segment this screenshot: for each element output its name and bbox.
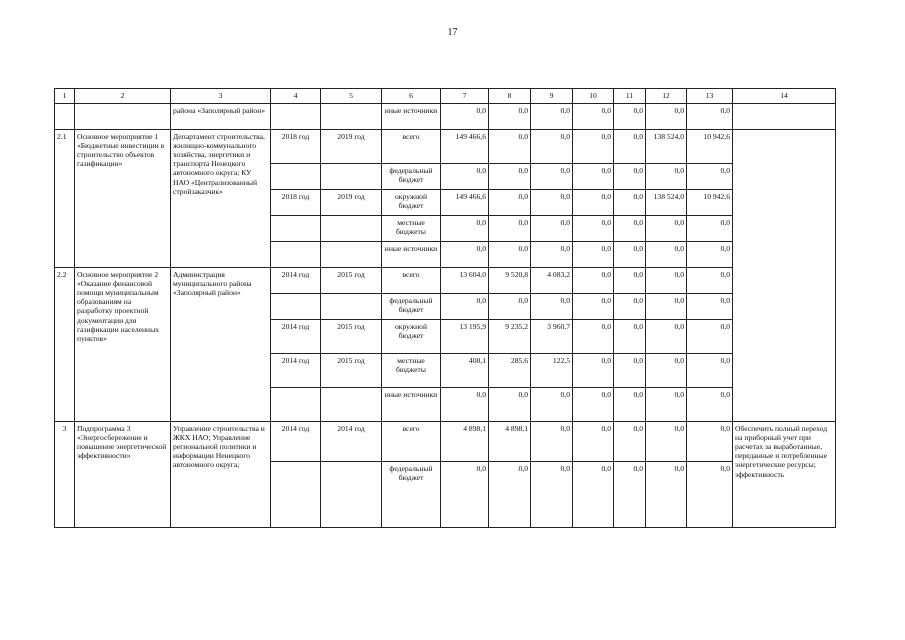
value-cell: 0,0	[646, 164, 687, 190]
value-cell: 0,0	[489, 388, 531, 422]
value-cell: 0,0	[646, 462, 687, 528]
value-cell: 0,0	[646, 422, 687, 462]
value-cell: 0,0	[441, 242, 489, 268]
start-year-cell: 2018 год	[271, 190, 321, 216]
value-cell: 0,0	[489, 190, 531, 216]
start-year-cell	[271, 294, 321, 320]
start-year-cell	[271, 104, 321, 130]
value-cell: 149 466,6	[441, 190, 489, 216]
value-cell: 0,0	[441, 216, 489, 242]
value-cell: 0,0	[441, 104, 489, 130]
start-year-cell: 2014 год	[271, 354, 321, 388]
value-cell: 0,0	[687, 104, 733, 130]
end-year-cell	[321, 104, 382, 130]
value-cell: 0,0	[614, 354, 646, 388]
value-cell: 0,0	[489, 294, 531, 320]
value-cell: 9 235,2	[489, 320, 531, 354]
value-cell: 0,0	[614, 242, 646, 268]
value-cell: 0,0	[573, 104, 614, 130]
source-cell: федеральный бюджет	[382, 164, 441, 190]
value-cell: 0,0	[646, 354, 687, 388]
value-cell: 0,0	[646, 104, 687, 130]
end-year-cell	[321, 294, 382, 320]
value-cell: 0,0	[687, 216, 733, 242]
start-year-cell: 2014 год	[271, 422, 321, 462]
end-year-cell: 2019 год	[321, 130, 382, 164]
value-cell: 0,0	[489, 462, 531, 528]
value-cell: 0,0	[531, 462, 573, 528]
value-cell: 0,0	[573, 190, 614, 216]
program-financing-table	[54, 88, 836, 528]
row-number-cell: 2.2	[55, 268, 75, 422]
value-cell: 0,0	[489, 242, 531, 268]
value-cell: 0,0	[614, 104, 646, 130]
source-cell: федеральный бюджет	[382, 294, 441, 320]
header-cell: 7	[441, 89, 489, 104]
value-cell: 0,0	[441, 164, 489, 190]
value-cell: 0,0	[531, 242, 573, 268]
executor-cell: Администрация муниципального района «Заполярный район»	[171, 268, 271, 422]
end-year-cell	[321, 164, 382, 190]
value-cell: 0,0	[531, 190, 573, 216]
source-cell: иные источники	[382, 242, 441, 268]
start-year-cell	[271, 216, 321, 242]
header-row	[55, 89, 836, 104]
value-cell: 0,0	[614, 422, 646, 462]
value-cell: 3 960,7	[531, 320, 573, 354]
value-cell: 0,0	[614, 388, 646, 422]
value-cell: 0,0	[489, 104, 531, 130]
value-cell: 0,0	[646, 388, 687, 422]
value-cell: 0,0	[646, 320, 687, 354]
value-cell: 0,0	[573, 354, 614, 388]
table-row	[55, 104, 836, 130]
header-cell: 11	[614, 89, 646, 104]
value-cell: 4 898,1	[489, 422, 531, 462]
start-year-cell: 2018 год	[271, 130, 321, 164]
header-cell: 3	[171, 89, 271, 104]
value-cell: 0,0	[687, 354, 733, 388]
source-cell: местные бюджеты	[382, 216, 441, 242]
value-cell: 0,0	[573, 422, 614, 462]
value-cell: 0,0	[573, 164, 614, 190]
source-cell: окружной бюджет	[382, 320, 441, 354]
executor-cell: Департамент строительства, жилищно-коммунального хозяйства, энергетики и транспорта Ненецкого автономного округа; КУ НАО «Централизованный стройзаказчик»	[171, 130, 271, 268]
result-cell	[733, 130, 836, 422]
value-cell: 0,0	[531, 388, 573, 422]
value-cell: 138 524,0	[646, 190, 687, 216]
value-cell: 0,0	[687, 268, 733, 294]
row-number-cell: 2.1	[55, 130, 75, 268]
header-cell: 1	[55, 89, 75, 104]
value-cell: 0,0	[614, 190, 646, 216]
value-cell: 9 520,8	[489, 268, 531, 294]
source-cell: федеральный бюджет	[382, 462, 441, 528]
value-cell: 0,0	[687, 462, 733, 528]
start-year-cell	[271, 388, 321, 422]
value-cell: 13 195,9	[441, 320, 489, 354]
executor-cell: Управление строительства и ЖКХ НАО; Управление региональной политики и информации Ненецкого автономного округа;	[171, 422, 271, 528]
value-cell: 0,0	[614, 268, 646, 294]
source-cell: иные источники	[382, 104, 441, 130]
value-cell: 0,0	[614, 164, 646, 190]
header-cell: 6	[382, 89, 441, 104]
header-cell: 12	[646, 89, 687, 104]
source-cell: всего	[382, 268, 441, 294]
value-cell: 10 942,6	[687, 190, 733, 216]
value-cell: 0,0	[531, 294, 573, 320]
value-cell: 0,0	[614, 462, 646, 528]
source-cell: всего	[382, 130, 441, 164]
value-cell: 4 898,1	[441, 422, 489, 462]
row-number-cell	[55, 104, 75, 130]
end-year-cell	[321, 388, 382, 422]
end-year-cell	[321, 216, 382, 242]
value-cell: 285,6	[489, 354, 531, 388]
activity-name-cell: Основное мероприятие 1 «Бюджетные инвестиции в строительство объектов газификации»	[75, 130, 171, 268]
executor-cell: района «Заполярный район»	[171, 104, 271, 130]
start-year-cell: 2014 год	[271, 320, 321, 354]
header-cell: 13	[687, 89, 733, 104]
value-cell: 0,0	[646, 242, 687, 268]
result-cell	[733, 104, 836, 130]
value-cell: 0,0	[646, 294, 687, 320]
header-cell: 5	[321, 89, 382, 104]
end-year-cell: 2015 год	[321, 268, 382, 294]
header-cell: 4	[271, 89, 321, 104]
start-year-cell	[271, 164, 321, 190]
value-cell: 138 524,0	[646, 130, 687, 164]
value-cell: 0,0	[646, 268, 687, 294]
start-year-cell: 2014 год	[271, 268, 321, 294]
value-cell: 0,0	[531, 422, 573, 462]
value-cell: 0,0	[614, 130, 646, 164]
value-cell: 0,0	[489, 216, 531, 242]
value-cell: 0,0	[573, 388, 614, 422]
value-cell: 0,0	[614, 320, 646, 354]
value-cell: 0,0	[573, 242, 614, 268]
value-cell: 0,0	[573, 294, 614, 320]
row-number-cell: 3	[55, 422, 75, 528]
value-cell: 0,0	[573, 320, 614, 354]
value-cell: 0,0	[646, 216, 687, 242]
source-cell: местные бюджеты	[382, 354, 441, 388]
value-cell: 408,1	[441, 354, 489, 388]
source-cell: окружной бюджет	[382, 190, 441, 216]
end-year-cell: 2019 год	[321, 190, 382, 216]
value-cell: 0,0	[687, 422, 733, 462]
value-cell: 13 604,0	[441, 268, 489, 294]
value-cell: 10 942,6	[687, 130, 733, 164]
value-cell: 0,0	[489, 164, 531, 190]
table-row	[55, 268, 836, 294]
header-cell: 9	[531, 89, 573, 104]
header-cell: 8	[489, 89, 531, 104]
value-cell: 149 466,6	[441, 130, 489, 164]
value-cell: 0,0	[531, 216, 573, 242]
value-cell: 0,0	[687, 388, 733, 422]
header-cell: 14	[733, 89, 836, 104]
value-cell: 122,5	[531, 354, 573, 388]
header-cell: 10	[573, 89, 614, 104]
value-cell: 0,0	[441, 294, 489, 320]
page-number: 17	[447, 27, 458, 38]
source-cell: всего	[382, 422, 441, 462]
start-year-cell	[271, 242, 321, 268]
value-cell: 0,0	[687, 294, 733, 320]
activity-name-cell	[75, 104, 171, 130]
table-row	[55, 130, 836, 164]
header-cell: 2	[75, 89, 171, 104]
end-year-cell	[321, 242, 382, 268]
value-cell: 0,0	[687, 242, 733, 268]
value-cell: 0,0	[573, 268, 614, 294]
value-cell: 4 083,2	[531, 268, 573, 294]
result-cell: Обеспечить полный переход на приборный учет при расчетах за выработанные, переданные и потребленные энергетические ресурсы; эффективность	[733, 422, 836, 528]
value-cell: 0,0	[489, 130, 531, 164]
end-year-cell	[321, 462, 382, 528]
value-cell: 0,0	[614, 216, 646, 242]
value-cell: 0,0	[573, 130, 614, 164]
start-year-cell	[271, 462, 321, 528]
value-cell: 0,0	[687, 320, 733, 354]
value-cell: 0,0	[573, 216, 614, 242]
activity-name-cell: Подпрограмма 3 «Энергосбережение и повышение энергетической эффективности»	[75, 422, 171, 528]
value-cell: 0,0	[687, 164, 733, 190]
end-year-cell: 2015 год	[321, 354, 382, 388]
value-cell: 0,0	[441, 388, 489, 422]
activity-name-cell: Основное мероприятие 2 «Оказание финансовой помощи муниципальным образованиям на разработку проектной документации для газификации населенных пунктов»	[75, 268, 171, 422]
value-cell: 0,0	[614, 294, 646, 320]
end-year-cell: 2014 год	[321, 422, 382, 462]
value-cell: 0,0	[573, 462, 614, 528]
value-cell: 0,0	[531, 104, 573, 130]
value-cell: 0,0	[531, 130, 573, 164]
table-row	[55, 422, 836, 462]
value-cell: 0,0	[441, 462, 489, 528]
end-year-cell: 2015 год	[321, 320, 382, 354]
value-cell: 0,0	[531, 164, 573, 190]
source-cell: иные источники	[382, 388, 441, 422]
